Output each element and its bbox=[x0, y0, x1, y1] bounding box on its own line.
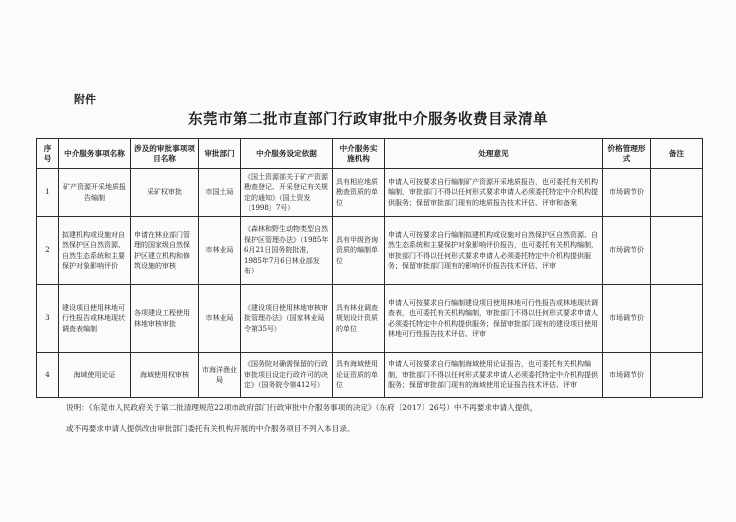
cell-dept: 市海洋渔业局 bbox=[199, 353, 241, 398]
cell-dept: 市国土局 bbox=[199, 169, 241, 217]
cell-approval-item: 申请在林业部门管理的国家级自然保护区建立机构和修筑设施的审核 bbox=[131, 217, 199, 285]
cell-opinion: 申请人可按要求自行编制建设项目使用林地可行性报告或林地现状调查表，也可委托有关机构编制，审批部门不得以任何形式要求申请人必须委托特定中介机构提供服务；保留审批部门现有的建设项目使用林地可行性报告技术评估、评审 bbox=[385, 285, 603, 353]
cell-remark bbox=[651, 285, 703, 353]
cell-approval-item: 海域使用权审核 bbox=[131, 353, 199, 398]
cell-service-name: 拟建机构或设施对自然保护区自然资源、自然生态系统和主要保护对象影响评价 bbox=[59, 217, 131, 285]
cell-price-form: 市场调节价 bbox=[603, 285, 651, 353]
cell-agency: 具有相应地质勘查资质的单位 bbox=[333, 169, 385, 217]
cell-remark bbox=[651, 217, 703, 285]
header-dept: 审批部门 bbox=[199, 139, 241, 169]
table-header-row bbox=[37, 139, 703, 169]
cell-basis: 《森林和野生动物类型自然保护区管理办法》（1985年6月21日国务院批准，1985年7月6日林业部发布） bbox=[241, 217, 333, 285]
cell-price-form: 市场调节价 bbox=[603, 169, 651, 217]
cell-service-name: 建设项目使用林地可行性报告或林地现状调查表编制 bbox=[59, 285, 131, 353]
cell-remark bbox=[651, 169, 703, 217]
header-opinion: 处理意见 bbox=[385, 139, 603, 169]
header-basis: 中介服务设定依据 bbox=[241, 139, 333, 169]
cell-opinion: 申请人可按要求自行编制拟建机构或设施对自然保护区自然资源、自然生态系统和主要保护对象影响评价报告，也可委托有关机构编制，审批部门不得以任何形式要求申请人必须委托特定中介机构提供服务；保留审批部门现有的影响评价报告技术评估、评审 bbox=[385, 217, 603, 285]
cell-approval-item: 采矿权审批 bbox=[131, 169, 199, 217]
cell-opinion: 申请人可按要求自行编制海域使用论证报告，也可委托有关机构编制，审批部门不得以任何形式要求申请人必须委托特定中介机构提供服务；保留审批部门现有的海域使用论证报告技术评估、评审 bbox=[385, 353, 603, 398]
cell-seq: 3 bbox=[37, 285, 59, 353]
cell-dept: 市林业局 bbox=[199, 217, 241, 285]
table-row bbox=[37, 217, 703, 285]
cell-agency: 具有甲级咨询资质的编制单位 bbox=[333, 217, 385, 285]
cell-dept: 市林业局 bbox=[199, 285, 241, 353]
header-service-name: 中介服务事项名称 bbox=[59, 139, 131, 169]
fee-catalog-table bbox=[36, 138, 703, 398]
cell-basis: 《建设项目使用林地审核审批管理办法》（国家林业局令第35号） bbox=[241, 285, 333, 353]
cell-approval-item: 各项建设工程使用林地审核审批 bbox=[131, 285, 199, 353]
cell-opinion: 申请人可按要求自行编制矿产资源开采地质报告，也可委托有关机构编制，审批部门不得以任何形式要求申请人必须委托特定中介机构提供服务；保留审批部门现有的地质报告技术评估、评审和备案 bbox=[385, 169, 603, 217]
cell-agency: 具有海域使用论证资质的单位 bbox=[333, 353, 385, 398]
cell-seq: 4 bbox=[37, 353, 59, 398]
document-title: 东莞市第二批市直部门行政审批中介服务收费目录清单 bbox=[188, 111, 548, 128]
cell-basis: 《国务院对确需保留的行政审批项目设定行政许可的决定》（国务院令第412号） bbox=[241, 353, 333, 398]
header-seq: 序号 bbox=[37, 139, 59, 169]
header-remark: 备注 bbox=[651, 139, 703, 169]
header-approval-item: 涉及的审批事项项目名称 bbox=[131, 139, 199, 169]
cell-price-form: 市场调节价 bbox=[603, 353, 651, 398]
table-row bbox=[37, 353, 703, 398]
cell-service-name: 矿产资源开采地质报告编制 bbox=[59, 169, 131, 217]
cell-price-form: 市场调节价 bbox=[603, 217, 651, 285]
footnote-line-1: 说明：《东莞市人民政府关于第二批清理规范22项市政府部门行政审批中介服务事项的决定》（东府〔2017〕26号）中不再要求申请人提供， bbox=[66, 403, 538, 412]
table-row bbox=[37, 169, 703, 217]
header-price-form: 价格管理形式 bbox=[603, 139, 651, 169]
table-row bbox=[37, 285, 703, 353]
cell-basis: 《国土资源部关于矿产资源勘查登记、开采登记有关规定的通知》（国土资发〔1998〕7号） bbox=[241, 169, 333, 217]
header-agency: 中介服务实施机构 bbox=[333, 139, 385, 169]
cell-seq: 2 bbox=[37, 217, 59, 285]
cell-remark bbox=[651, 353, 703, 398]
cell-seq: 1 bbox=[37, 169, 59, 217]
attachment-label: 附件 bbox=[74, 93, 96, 106]
footnote-line-2: 或不再要求申请人提供改由审批部门委托有关机构开展的中介服务项目不列入本目录。 bbox=[66, 424, 355, 433]
cell-agency: 具有林业调查规划设计资质的单位 bbox=[333, 285, 385, 353]
cell-service-name: 海域使用论证 bbox=[59, 353, 131, 398]
